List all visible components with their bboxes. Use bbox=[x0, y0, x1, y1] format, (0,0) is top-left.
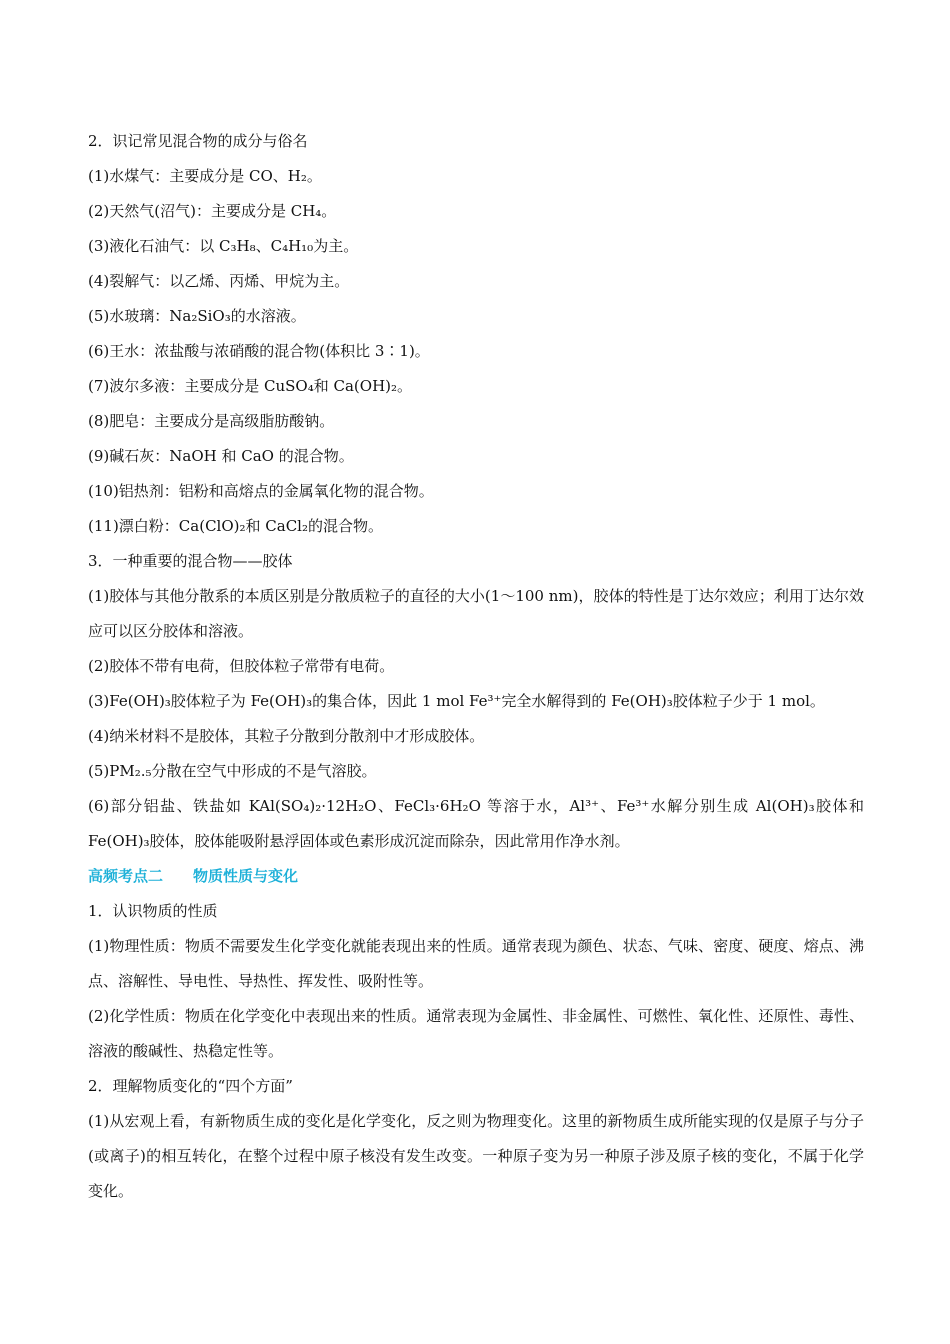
section-title-colloid: 3．一种重要的混合物——胶体 bbox=[88, 552, 293, 570]
list-item: (1)从宏观上看，有新物质生成的变化是化学变化，反之则为物理变化。这里的新物质生成所能实现的仅是原子与分子(或离子)的相互转化，在整个过程中原子核没有发生改变。一种原子变为另一种原子涉及原子核的变化，不属于化学变化。 bbox=[88, 1112, 864, 1200]
list-item: (1)胶体与其他分散系的本质区别是分散质粒子的直径的大小(1～100 nm)，胶体的特性是丁达尔效应；利用丁达尔效应可以区分胶体和溶液。 bbox=[88, 587, 864, 640]
list-item: (6)王水：浓盐酸与浓硝酸的混合物(体积比 3∶1)。 bbox=[88, 342, 430, 360]
list-item: (4)裂解气：以乙烯、丙烯、甲烷为主。 bbox=[88, 272, 350, 290]
list-item: (1)水煤气：主要成分是 CO、H₂。 bbox=[88, 167, 322, 185]
list-item: (3)液化石油气：以 C₃H₈、C₄H₁₀为主。 bbox=[88, 237, 359, 255]
list-item: (4)纳米材料不是胶体，其粒子分散到分散剂中才形成胶体。 bbox=[88, 727, 485, 745]
subsection-title-changes: 2．理解物质变化的“四个方面” bbox=[88, 1077, 293, 1095]
list-item: (3)Fe(OH)₃胶体粒子为 Fe(OH)₃的集合体，因此 1 mol Fe³⁺完全水解得到的 Fe(OH)₃胶体粒子少于 1 mol。 bbox=[88, 692, 825, 710]
list-item: (2)天然气(沼气)：主要成分是 CH₄。 bbox=[88, 202, 337, 220]
list-item: (9)碱石灰：NaOH 和 CaO 的混合物。 bbox=[88, 447, 354, 465]
section-title-mixtures: 2．识记常见混合物的成分与俗名 bbox=[88, 132, 308, 150]
list-item: (2)胶体不带有电荷，但胶体粒子常带有电荷。 bbox=[88, 657, 395, 675]
list-item: (10)铝热剂：铝粉和高熔点的金属氧化物的混合物。 bbox=[88, 482, 434, 500]
list-item: (11)漂白粉：Ca(ClO)₂和 CaCl₂的混合物。 bbox=[88, 517, 383, 535]
topic-heading: 高频考点二 物质性质与变化 bbox=[88, 867, 299, 885]
list-item: (6)部分铝盐、铁盐如 KAl(SO₄)₂·12H₂O、FeCl₃·6H₂O 等溶于水，Al³⁺、Fe³⁺水解分别生成 Al(OH)₃胶体和 Fe(OH)₃胶体，胶体能吸附悬浮固体或色素形成沉淀而除杂，因此常用作净水剂。 bbox=[88, 797, 864, 850]
subsection-title-properties: 1．认识物质的性质 bbox=[88, 902, 218, 920]
list-item: (2)化学性质：物质在化学变化中表现出来的性质。通常表现为金属性、非金属性、可燃性、氧化性、还原性、毒性、溶液的酸碱性、热稳定性等。 bbox=[88, 1007, 864, 1060]
list-item: (7)波尔多液：主要成分是 CuSO₄和 Ca(OH)₂。 bbox=[88, 377, 413, 395]
list-item: (5)水玻璃：Na₂SiO₃的水溶液。 bbox=[88, 307, 306, 325]
list-item: (1)物理性质：物质不需要发生化学变化就能表现出来的性质。通常表现为颜色、状态、气味、密度、硬度、熔点、沸点、溶解性、导电性、导热性、挥发性、吸附性等。 bbox=[88, 937, 864, 990]
document-content bbox=[88, 124, 864, 1209]
list-item: (5)PM₂.₅分散在空气中形成的不是气溶胶。 bbox=[88, 762, 377, 780]
list-item: (8)肥皂：主要成分是高级脂肪酸钠。 bbox=[88, 412, 335, 430]
